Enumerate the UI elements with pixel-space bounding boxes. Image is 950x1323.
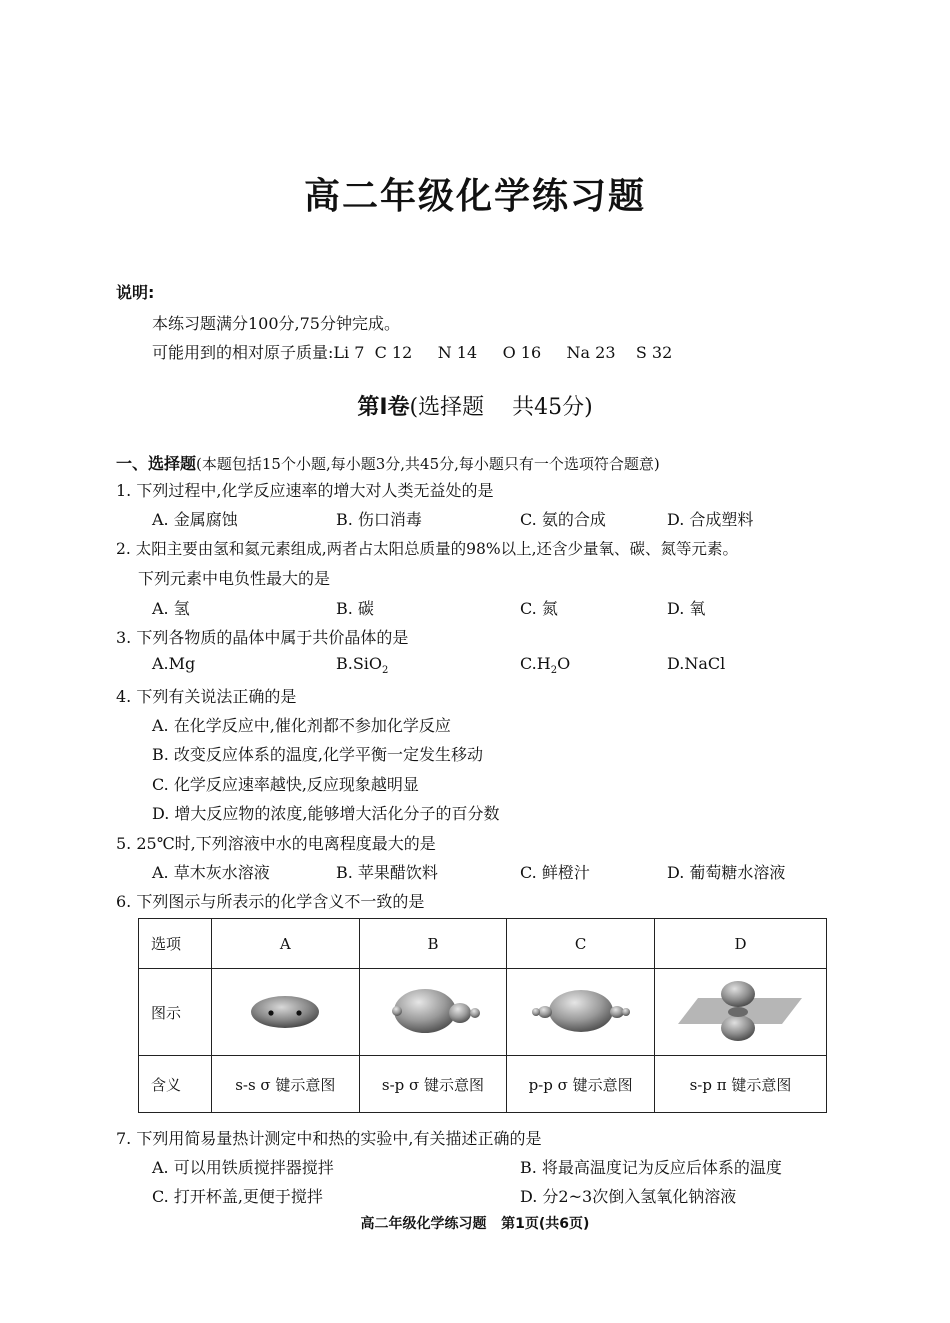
page-title: 高二年级化学练习题 <box>303 176 646 217</box>
meaning-d: s-p π 键示意图 <box>654 1056 826 1113</box>
meaning-b: s-p σ 键示意图 <box>359 1056 507 1113</box>
question-5-option-d: D. 葡萄糖水溶液 <box>667 863 786 882</box>
question-7-option-c: C. 打开杯盖,更便于搅拌 <box>152 1187 323 1206</box>
question-3-option-b-subscript: 2 <box>382 665 389 677</box>
question-1-stem: 1. 下列过程中,化学反应速率的增大对人类无益处的是 <box>116 481 494 500</box>
figure-b-cell <box>359 969 507 1056</box>
question-2-stem-line2: 下列元素中电负性最大的是 <box>138 569 331 588</box>
table-row-label-figures: 图示 <box>139 969 212 1056</box>
meaning-a: s-s σ 键示意图 <box>212 1056 360 1113</box>
question-1-option-b: B. 伤口消毒 <box>336 510 422 529</box>
section-title <box>0 390 950 421</box>
question-2-option-a: A. 氢 <box>152 599 190 618</box>
figure-b-sp-sigma <box>373 975 493 1045</box>
question-5-option-c: C. 鲜橙汁 <box>520 863 590 882</box>
meaning-c: p-p σ 键示意图 <box>507 1056 655 1113</box>
question-4-option-c: C. 化学反应速率越快,反应现象越明显 <box>152 775 419 794</box>
question-4-option-d: D. 增大反应物的浓度,能够增大活化分子的百分数 <box>152 804 500 823</box>
question-3-option-c <box>520 654 570 676</box>
table-col-d: D <box>654 919 826 969</box>
question-1-option-c: C. 氨的合成 <box>520 510 606 529</box>
question-3-option-b <box>336 654 388 676</box>
notes-line-score: 本练习题满分100分,75分钟完成。 <box>152 314 400 333</box>
section-title-rest: (选择题 共45分) <box>409 395 593 420</box>
question-3-option-c-tail: O <box>557 654 571 673</box>
question-2-stem: 2. 太阳主要由氢和氦元素组成,两者占太阳总质量的98%以上,还含少量氧、碳、氮等元素。 <box>116 540 739 558</box>
question-7-stem: 7. 下列用简易量热计测定中和热的实验中,有关描述正确的是 <box>116 1129 542 1148</box>
question-3-option-c-text: C.H <box>520 654 551 673</box>
table-row-label-meanings: 含义 <box>139 1056 212 1113</box>
table-row-meanings <box>139 1056 827 1113</box>
question-5-option-b: B. 苹果醋饮料 <box>336 863 438 882</box>
question-3-option-b-text: B.SiO <box>336 654 383 673</box>
question-3-option-c-subscript: 2 <box>550 665 558 677</box>
orbital-figure-table <box>138 918 827 1113</box>
question-2-option-d: D. 氧 <box>667 599 706 618</box>
notes-heading: 说明: <box>116 283 155 302</box>
question-2-option-b: B. 碳 <box>336 599 374 618</box>
page-footer: 高二年级化学练习题 第1页(共6页) <box>360 1216 590 1232</box>
question-1-option-a: A. 金属腐蚀 <box>152 510 238 529</box>
question-5-option-a: A. 草木灰水溶液 <box>152 863 270 882</box>
question-2-option-c: C. 氮 <box>520 599 558 618</box>
question-3-option-a: A.Mg <box>152 654 196 673</box>
question-3-option-d: D.NaCl <box>667 654 726 673</box>
figure-d-cell <box>654 969 826 1056</box>
figure-c-cell <box>507 969 655 1056</box>
question-7-option-d: D. 分2~3次倒入氢氧化钠溶液 <box>520 1187 737 1206</box>
question-4-option-b: B. 改变反应体系的温度,化学平衡一定发生移动 <box>152 745 484 764</box>
question-5-stem: 5. 25℃时,下列溶液中水的电离程度最大的是 <box>116 834 436 853</box>
question-1-option-d: D. 合成塑料 <box>667 510 754 529</box>
table-col-b: B <box>359 919 507 969</box>
figure-c-pp-sigma <box>521 975 641 1045</box>
part-heading <box>116 451 660 474</box>
question-6-stem: 6. 下列图示与所表示的化学含义不一致的是 <box>116 892 425 911</box>
notes-line-atomic-mass: 可能用到的相对原子质量:Li 7 C 12 N 14 O 16 Na 23 S 32 <box>152 343 673 362</box>
figure-d-sp-pi <box>670 970 810 1050</box>
question-4-stem: 4. 下列有关说法正确的是 <box>116 687 297 706</box>
question-4-option-a: A. 在化学反应中,催化剂都不参加化学反应 <box>152 716 451 735</box>
table-row-options <box>139 919 827 969</box>
part-heading-bold: 一、选择题 <box>116 454 197 473</box>
figure-a-cell <box>212 969 360 1056</box>
figure-a-ss-sigma <box>225 980 345 1040</box>
table-col-c: C <box>507 919 655 969</box>
question-7-option-a: A. 可以用铁质搅拌器搅拌 <box>152 1158 334 1177</box>
table-row-figures <box>139 969 827 1056</box>
question-7-option-b: B. 将最高温度记为反应后体系的温度 <box>520 1158 782 1177</box>
question-3-stem: 3. 下列各物质的晶体中属于共价晶体的是 <box>116 628 409 647</box>
table-col-a: A <box>212 919 360 969</box>
section-title-bold: 第Ⅰ卷 <box>357 395 410 420</box>
part-heading-rest: (本题包括15个小题,每小题3分,共45分,每小题只有一个选项符合题意) <box>196 455 660 473</box>
table-row-label-options: 选项 <box>139 919 212 969</box>
